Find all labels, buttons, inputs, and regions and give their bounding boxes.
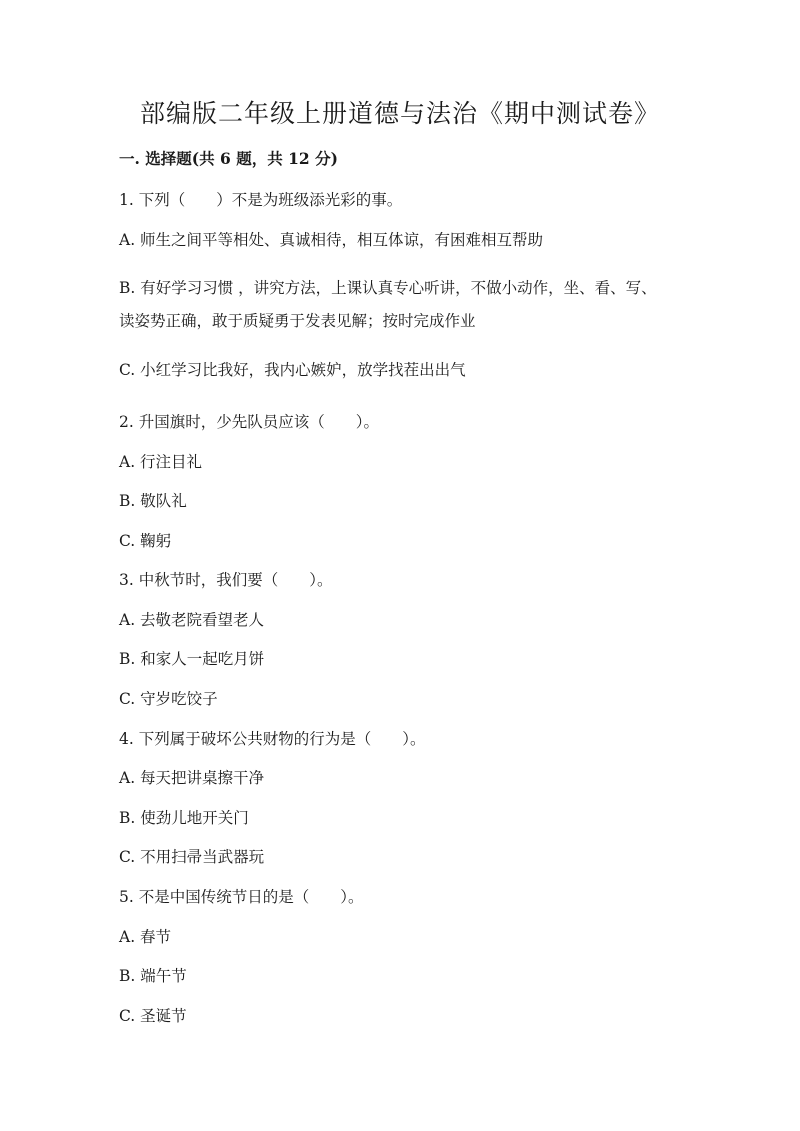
question-3-option-c: C. 守岁吃饺子 (119, 690, 218, 708)
question-2-option-b: B. 敬队礼 (119, 492, 187, 510)
question-4-option-b: B. 使劲儿地开关门 (119, 809, 249, 827)
question-1-option-b: B. 有好学习习惯 ，讲究方法，上课认真专心听讲，不做小动作，坐、看、写、 (119, 279, 657, 297)
question-2-option-a: A. 行注目礼 (119, 453, 203, 471)
question-1-option-b-continued: 读姿势正确，敢于质疑勇于发表见解；按时完成作业 (119, 312, 476, 330)
question-3-option-a: A. 去敬老院看望老人 (119, 611, 265, 629)
question-3-option-b: B. 和家人一起吃月饼 (119, 650, 265, 668)
question-5-option-a: A. 春节 (119, 928, 172, 946)
question-1-stem: 1. 下列（ ）不是为班级添光彩的事。 (119, 191, 403, 209)
question-2-stem: 2. 升国旗时，少先队员应该（ ）。 (119, 413, 379, 431)
question-4-option-c: C. 不用扫帚当武器玩 (119, 848, 265, 866)
question-5-option-c: C. 圣诞节 (119, 1007, 187, 1025)
question-3-stem: 3. 中秋节时，我们要（ ）。 (119, 571, 333, 589)
question-2-option-c: C. 鞠躬 (119, 532, 172, 550)
question-4-stem: 4. 下列属于破坏公共财物的行为是（ ）。 (119, 730, 426, 748)
question-5-stem: 5. 不是中国传统节日的是（ ）。 (119, 888, 364, 906)
question-1-option-a: A. 师生之间平等相处、真诚相待，相互体谅，有困难相互帮助 (119, 231, 544, 249)
section-heading: 一. 选择题(共 6 题，共 12 分) (119, 149, 338, 168)
question-4-option-a: A. 每天把讲桌擦干净 (119, 769, 265, 787)
page-title: 部编版二年级上册道德与法治《期中测试卷》 (139, 99, 660, 128)
question-5-option-b: B. 端午节 (119, 967, 187, 985)
question-1-option-c: C. 小红学习比我好，我内心嫉妒，放学找茬出出气 (119, 361, 466, 379)
